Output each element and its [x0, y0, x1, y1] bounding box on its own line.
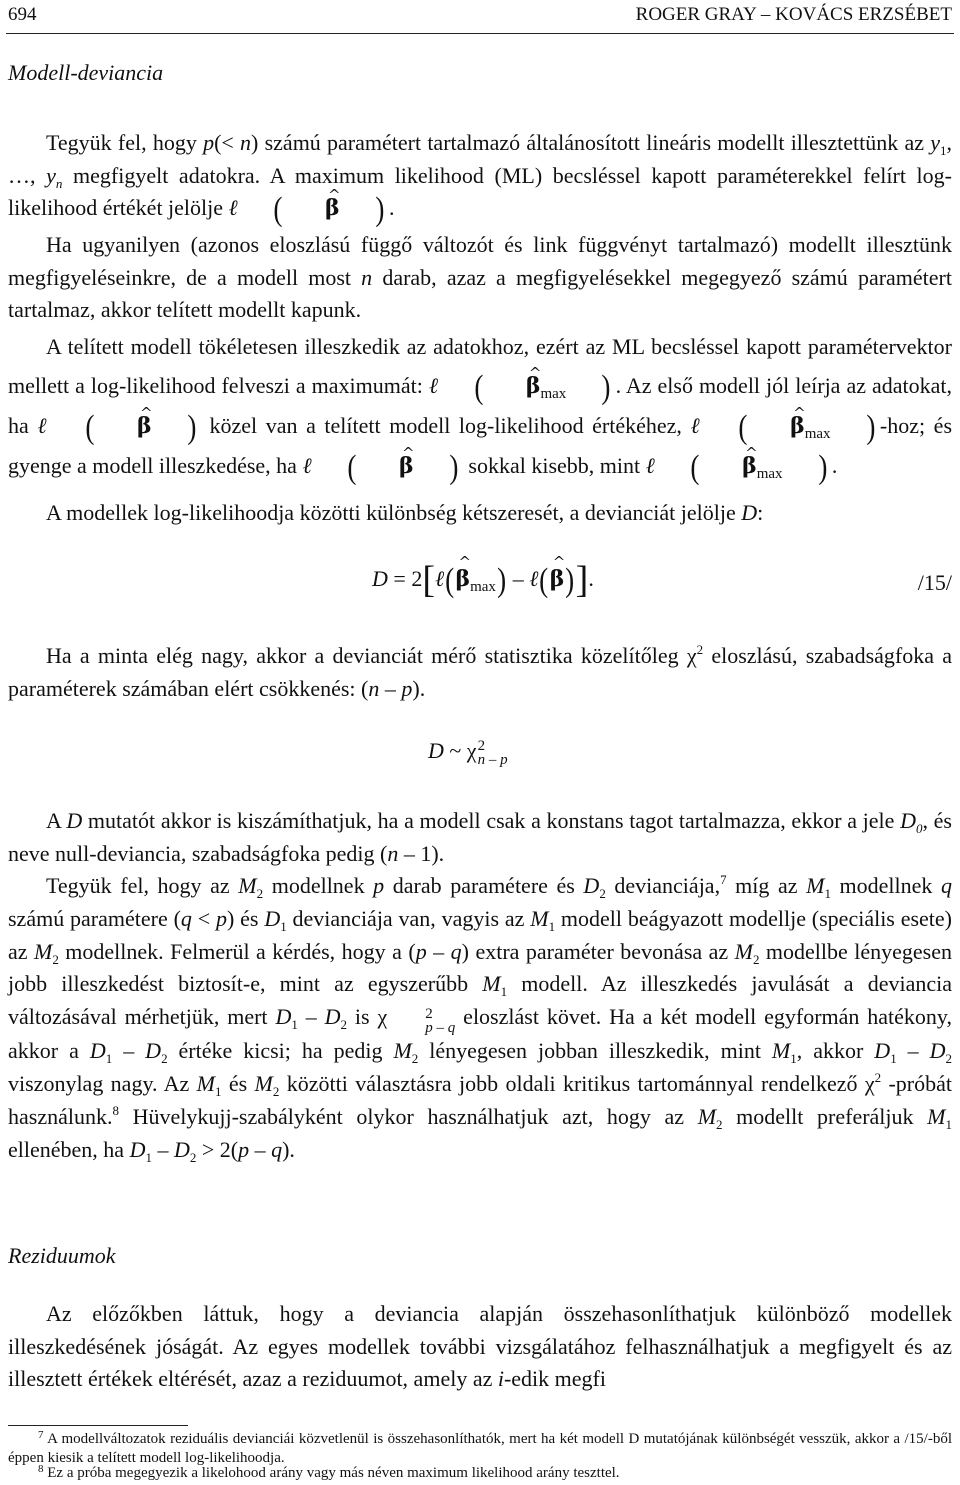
paragraph-chi-square: Ha a minta elég nagy, akkor a devianciát mérő statisztika közelítőleg $\chi^2$ eloszlású, szabadságfoka a paraméterek számában elért csökkenés: (n – p).	[8, 642, 952, 701]
running-authors: ROGER GRAY – KOVÁCS ERZSÉBET	[635, 4, 952, 25]
footnote-7: $^7$ A modellváltozatok reziduális devianciái közvetlenül is összehasonlíthatók, mert ha két modell D mutatójának különbségét vesszük, akkor a /15/-ből éppen kiesik a telített modell log-likelihoodja.	[8, 1429, 952, 1466]
section-heading-residuals: Reziduumok	[8, 1243, 116, 1268]
paragraph-null-deviance: A D mutatót akkor is kiszámíthatjuk, ha a modell csak a konstans tagot tartalmazza, ekkor a jele $D_0$, és neve null-deviancia, szabadságfoka pedig (n – 1).	[8, 808, 952, 866]
section-heading-model-deviance: Modell-deviancia	[8, 60, 164, 85]
page-number: 694	[8, 4, 37, 25]
equation-number: /15/	[917, 570, 952, 595]
header-rule	[6, 33, 954, 34]
paragraph-maximum: A telített modell tökéletesen illeszkedik az adatokhoz, ezért az ML becsléssel kapott paramétervektor mellett a log-likelihood felveszi a maximumát: ℓ (^ $\beta_{max}$ ) . Az első modell jól leírja az adatokat, ha ℓ (^ β ) közel van a telített modell log-likelihood értékéhez, ℓ (^ $\beta_{max}$ ) -hoz; és gyenge a modell illeszkedése, ha ℓ (^ β ) sokkal kisebb, mint ℓ (^ $\beta_{max}$ ) .	[8, 327, 952, 486]
running-header	[8, 4, 952, 30]
footnote-rule	[8, 1425, 188, 1426]
paragraph-deviance-def: A modellek log-likelihoodja közötti különbség kétszeresét, a devianciát jelölje D:	[46, 500, 764, 525]
paragraph-residuals: Az előzőkben láttuk, hogy a deviancia alapján összehasonlíthatjuk különböző modellek illeszkedésének jóságát. Az egyes modellek további vizsgálatához felhasználhatjuk a megfigyelt és az illesztett értékek eltérését, azaz a reziduumot, amely az i-edik megfi	[8, 1301, 952, 1392]
equation-chi-distribution: D ~ χ 2 n – p	[428, 738, 508, 768]
footnote-8: $^8$ Ez a próba megegyezik a likelohood arány vagy más néven maximum likelihood arány teszttel.	[38, 1463, 620, 1481]
paragraph-intro: Tegyük fel, hogy p(< n) számú paramétert tartalmazó általánosított lineáris modellt illesztettünk az $y_1$, …, $y_n$ megfigyelt adatokra. A maximum likelihood (ML) becsléssel kapott paraméterekkel felírt log-likelihood értékét jelölje ℓ (^ β ) .	[8, 127, 952, 226]
paragraph-nested-models: Tegyük fel, hogy az $M_2$ modellnek p darab paramétere és $D_2$ devianciája,$^7$ míg az $M_1$ modellnek q számú paramétere (q < p) és $D_1$ devianciája van, vagyis az $M_1$ modell beágyazott modellje (speciális esete) az $M_2$ modellnek. Felmerül a kérdés, hogy a (p – q) extra paraméter bevonása az $M_2$ modellbe lényegesen jobb illeszkedést biztosít-e, mint az egyszerűbb $M_1$ modell. Az illeszkedés javulását a deviancia változásával mérhetjük, mert $D_1 - D_2$ is χ 2 p – q eloszlást követ. Ha a két modell egyformán hatékony, akkor a $D_1 - D_2$ értéke kicsi; ha pedig $M_2$ lényegesen jobban illeszkedik, mint $M_1$, akkor $D_1 - D_2$ viszonylag nagy. Az $M_1$ és $M_2$ közötti választásra jobb oldali kritikus tartománnyal rendelkező $\chi^2$ -próbát használunk.$^8$ Hüvelykujj-szabályként olykor használhatjuk azt, hogy az $M_2$ modellt preferáljuk $M_1$ ellenében, ha $D_1 - D_2 > 2(p - q)$.	[8, 872, 953, 1165]
paragraph-saturated-model: Ha ugyanilyen (azonos eloszlású függő változót és link függvényt tartalmazó) modellt illesztünk megfigyeléseinkre, de a modell most n darab, azaz a megfigyelésekkel megegyező számú paramétert tartalmaz, akkor telített modellt kapunk.	[8, 232, 952, 323]
equation-15: D = 2[ℓ(^ $\beta_{max}$) – ℓ(^ β)].	[372, 566, 594, 592]
